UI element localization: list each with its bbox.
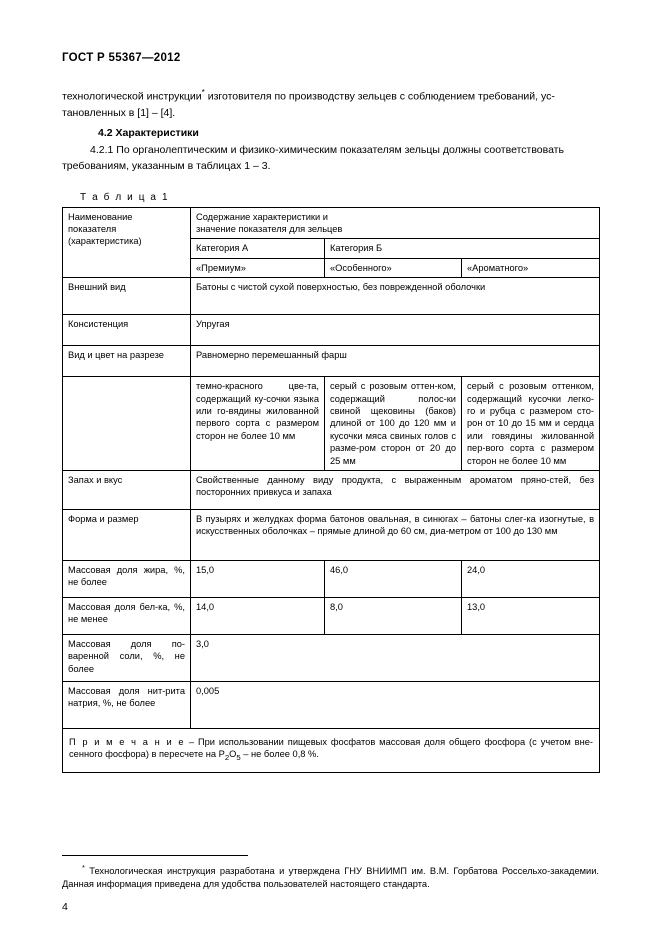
table-row <box>63 509 600 560</box>
row-value-protein-premium: 14,0 <box>191 597 325 634</box>
header-line-1: Наименование <box>68 211 133 222</box>
row-value-cut-appearance: Равномерно перемешанный фарш <box>191 346 600 377</box>
table-row <box>63 377 600 471</box>
table-caption: Т а б л и ц а 1 <box>80 191 170 203</box>
header-line-2: показателя <box>68 223 117 234</box>
value-group-line-1: Содержание характеристики и <box>196 211 328 222</box>
row-value-fat-premium: 15,0 <box>191 560 325 597</box>
header-cell-grade-osobenny: «Особенного» <box>325 258 462 277</box>
row-value-nitrite: 0,005 <box>191 681 600 728</box>
table-row <box>63 634 600 681</box>
header-cell-category-a: Категория А <box>191 239 325 258</box>
table-note <box>63 728 600 772</box>
intro-paragraph-line-2: тановленных в [1] – [4]. <box>62 107 176 119</box>
row-name-shape-size: Форма и размер <box>63 509 191 560</box>
header-cell-indicator-name <box>63 207 191 278</box>
row-value-fat-aromatny: 24,0 <box>462 560 600 597</box>
header-cell-category-b: Категория Б <box>325 239 600 258</box>
header-cell-grade-aromatny: «Ароматного» <box>462 258 600 277</box>
row-value-protein-osobenny: 8,0 <box>325 597 462 634</box>
footnote-body: Технологическая инструкция разработана и утверждена ГНУ ВНИИМП им. В.М. Горбатова Россельхо-закадемии. Данная информация приведена для удобства пользователей настоящего стандарта. <box>62 866 599 889</box>
header-line-3: (характеристика) <box>68 236 142 247</box>
document-header: ГОСТ Р 55367—2012 <box>62 52 181 64</box>
row-value-fat-osobenny: 46,0 <box>325 560 462 597</box>
page-number: 4 <box>62 901 68 913</box>
specification-table <box>62 207 600 773</box>
row-value-appearance: Батоны с чистой сухой поверхностью, без поврежденной оболочки <box>191 278 600 315</box>
intro-paragraph-line-1: технологической инструкции* изготовителя по производству зельцев с соблюдением требований, ус- <box>62 88 555 103</box>
row-name-cut-appearance: Вид и цвет на разрезе <box>63 346 191 377</box>
header-cell-grade-premium: «Премиум» <box>191 258 325 277</box>
row-value-cut-color-aromatny: серый с розовым оттенком, содержащий кусочки легко-го и рубца с размером сто-рон от 10 до 15 мм и сердца или говядины жилованной пер-вого сорта с размером сторон не более 10 мм <box>462 377 600 471</box>
row-name-salt-fraction: Массовая доля по-варенной соли, %, не более <box>63 634 191 681</box>
section-title: 4.2 Характеристики <box>98 126 199 139</box>
header-cell-value-group <box>191 207 600 239</box>
row-value-protein-aromatny: 13,0 <box>462 597 600 634</box>
row-name-fat-fraction: Массовая доля жира, %, не более <box>63 560 191 597</box>
table-note-row <box>63 728 600 772</box>
value-group-line-2: значение показателя для зельцев <box>196 223 343 234</box>
table-row <box>63 597 600 634</box>
table-header-row-1 <box>63 207 600 239</box>
row-value-cut-color-premium: темно-красного цве-та, содержащий ку-сочки языка или го-вядины жилованной первого сорта с размером сторон не более 10 мм <box>191 377 325 471</box>
row-name-appearance: Внешний вид <box>63 278 191 315</box>
table-note-lead: П р и м е ч а н и е <box>69 736 185 747</box>
row-value-cut-color-osobenny: серый с розовым оттен-ком, содержащий полос-ки свиной щековины (баков) длиной от 100 до 120 мм и кусочки мяса свиных голов с разме-ром сторон от 20 до 25 мм <box>325 377 462 471</box>
footnote-block <box>62 855 599 891</box>
table-row <box>63 681 600 728</box>
table-note-text: – При использовании пищевых фосфатов массовая доля общего фосфора (с учетом вне-сенного фосфора) в пересчете на $P_2O_5$ – не более 0,8 %. <box>69 736 594 763</box>
row-name-cut-colors <box>63 377 191 471</box>
table-row <box>63 346 600 377</box>
table-row <box>63 315 600 346</box>
row-value-consistency: Упругая <box>191 315 600 346</box>
footnote-marker-inline: * <box>201 88 205 97</box>
row-name-smell-taste: Запах и вкус <box>63 470 191 509</box>
table-row <box>63 470 600 509</box>
clause-line-1: 4.2.1 По органолептическим и физико-химическим показателям зельцы должны соответствовать <box>90 143 564 156</box>
footnote-marker: * <box>82 862 85 872</box>
row-value-salt: 3,0 <box>191 634 600 681</box>
row-name-protein-fraction: Массовая доля бел-ка, %, не менее <box>63 597 191 634</box>
table-row <box>63 278 600 315</box>
table-row <box>63 560 600 597</box>
row-value-shape-size: В пузырях и желудках форма батонов овальная, в синюгах – батоны слег-ка изогнутые, в искусственных оболочках – прямые длиной до 60 см, диа-метром от 100 до 130 мм <box>191 509 600 560</box>
footnote-text <box>62 861 599 891</box>
footnote-divider <box>62 855 248 856</box>
row-name-nitrite-fraction: Массовая доля нит-рита натрия, %, не более <box>63 681 191 728</box>
row-name-consistency: Консистенция <box>63 315 191 346</box>
row-value-smell-taste: Свойственные данному виду продукта, с выраженным ароматом пряно-стей, без посторонних привкуса и запаха <box>191 470 600 509</box>
clause-line-2: требованиям, указанным в таблицах 1 – 3. <box>62 160 271 172</box>
